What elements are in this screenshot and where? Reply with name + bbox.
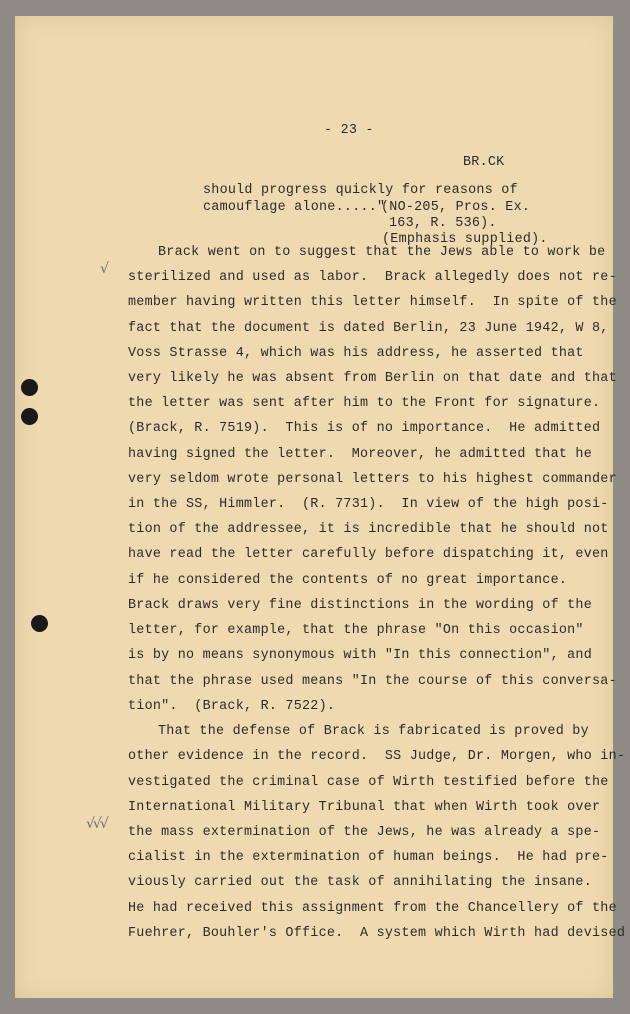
citation-line: (NO-205, Pros. Ex.: [381, 200, 531, 215]
body-line: Voss Strasse 4, which was his address, he asserted that: [128, 346, 584, 361]
body-line: Brack went on to suggest that the Jews able to work be: [158, 245, 606, 260]
margin-check-mark: √√√: [86, 816, 107, 832]
body-line: very seldom wrote personal letters to his highest commander: [128, 472, 617, 487]
body-line: fact that the document is dated Berlin, 23 June 1942, W 8,: [128, 321, 609, 336]
punch-hole: [21, 408, 38, 425]
body-line: if he considered the contents of no great importance.: [128, 573, 568, 588]
page-number: - 23 -: [324, 123, 374, 138]
quote-line: camouflage alone.....": [203, 200, 386, 215]
body-line: (Brack, R. 7519). This is of no importance. He admitted: [128, 421, 601, 436]
body-line: International Military Tribunal that when Wirth took over: [128, 800, 601, 815]
body-line: that the phrase used means "In the course of this conversa-: [128, 674, 617, 689]
running-header: BR.CK: [463, 155, 505, 170]
body-line: member having written this letter himself. In spite of the: [128, 295, 617, 310]
body-line: vestigated the criminal case of Wirth testified before the: [128, 775, 609, 790]
margin-check-mark: √: [100, 261, 109, 277]
punch-hole: [21, 379, 38, 396]
quote-line: should progress quickly for reasons of: [203, 183, 518, 198]
body-line: the letter was sent after him to the Front for signature.: [128, 396, 601, 411]
citation-line: 163, R. 536).: [389, 216, 497, 231]
body-line: have read the letter carefully before dispatching it, even: [128, 547, 609, 562]
body-line: Brack draws very fine distinctions in the wording of the: [128, 598, 592, 613]
body-line: letter, for example, that the phrase "On this occasion": [128, 623, 584, 638]
citation-line: (Emphasis supplied).: [382, 232, 548, 247]
body-line: cialist in the extermination of human beings. He had pre-: [128, 850, 609, 865]
body-line: That the defense of Brack is fabricated is proved by: [158, 724, 589, 739]
body-line: tion". (Brack, R. 7522).: [128, 699, 336, 714]
body-line: very likely he was absent from Berlin on that date and that: [128, 371, 617, 386]
body-line: tion of the addressee, it is incredible that he should not: [128, 522, 609, 537]
body-line: sterilized and used as labor. Brack allegedly does not re-: [128, 270, 617, 285]
punch-hole: [31, 615, 48, 632]
body-line: the mass extermination of the Jews, he was already a spe-: [128, 825, 601, 840]
body-line: other evidence in the record. SS Judge, Dr. Morgen, who in-: [128, 749, 626, 764]
body-line: He had received this assignment from the Chancellery of the: [128, 901, 617, 916]
body-line: viously carried out the task of annihilating the insane.: [128, 875, 592, 890]
body-line: Fuehrer, Bouhler's Office. A system which Wirth had devised: [128, 926, 626, 941]
body-line: having signed the letter. Moreover, he admitted that he: [128, 447, 592, 462]
body-line: in the SS, Himmler. (R. 7731). In view of the high posi-: [128, 497, 609, 512]
body-line: is by no means synonymous with "In this connection", and: [128, 648, 592, 663]
